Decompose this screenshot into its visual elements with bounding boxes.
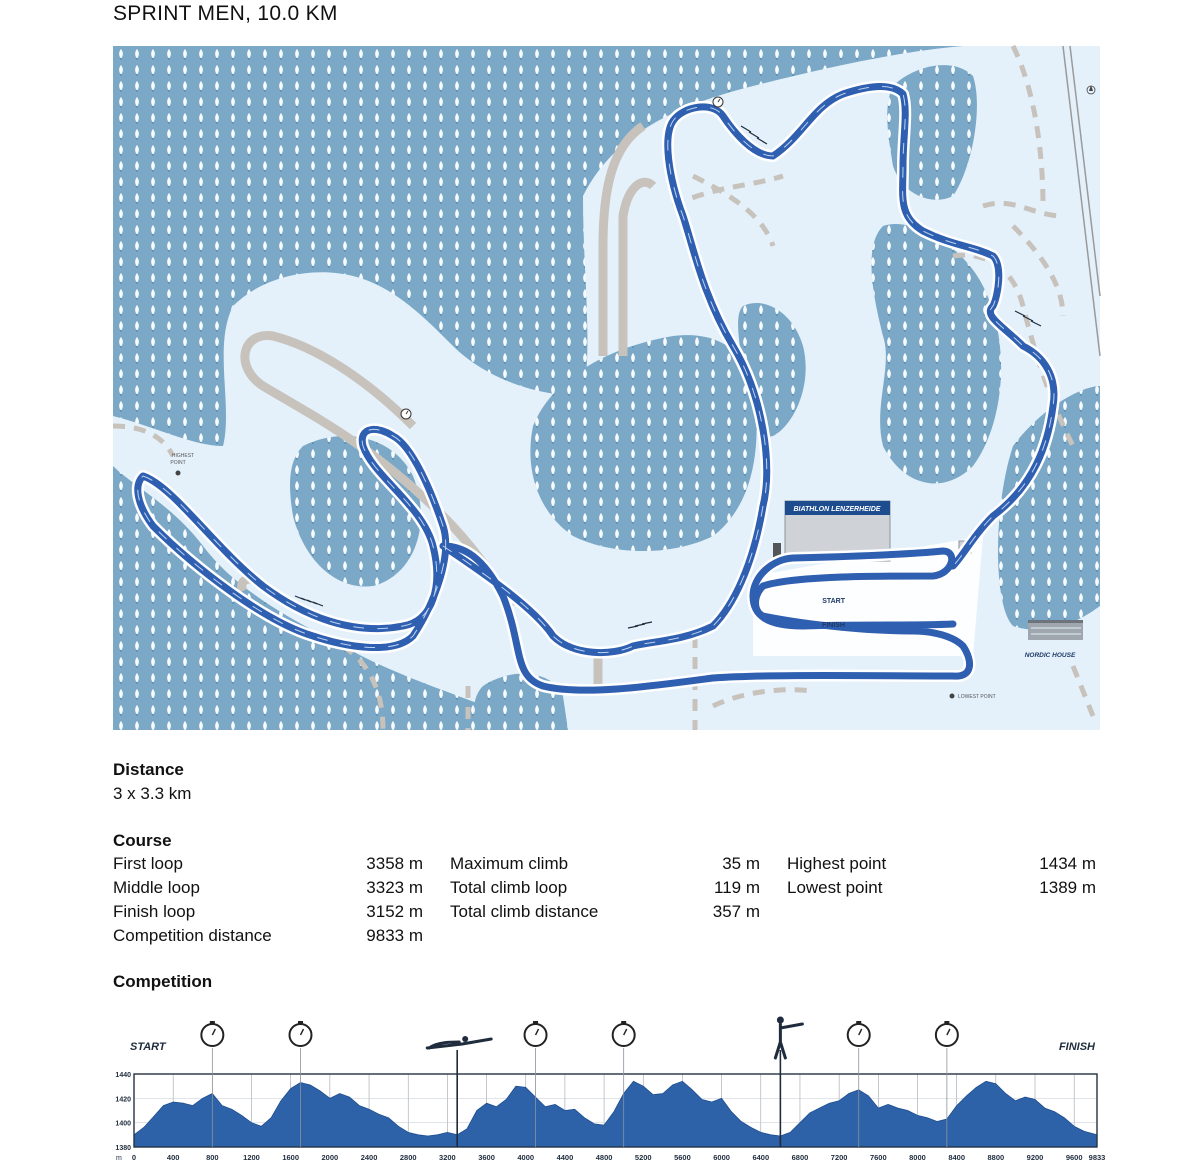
stat-label: Total climb loop bbox=[450, 878, 568, 897]
x-tick-label: 4400 bbox=[556, 1153, 574, 1162]
stat-value: 1434 m bbox=[1039, 854, 1096, 873]
stat-value: 119 m bbox=[714, 878, 760, 897]
x-tick-label: 1200 bbox=[243, 1153, 260, 1162]
stat-value: 9833 m bbox=[366, 926, 423, 945]
stat-value: 35 m bbox=[722, 854, 760, 873]
course-heading: Course bbox=[113, 831, 172, 850]
prone-shooter-head bbox=[462, 1036, 468, 1042]
x-tick-label: 4000 bbox=[517, 1153, 535, 1162]
distance-heading: Distance bbox=[113, 760, 184, 779]
y-tick-label: 1440 bbox=[115, 1072, 131, 1079]
stat-row bbox=[113, 924, 423, 948]
stadium-name: BIATHLON LENZERHEIDE bbox=[793, 506, 881, 513]
x-tick-label: 7200 bbox=[830, 1153, 848, 1162]
course-stats-column-3 bbox=[787, 852, 1096, 900]
nordic-house-icon bbox=[1025, 620, 1083, 659]
stat-label: Competition distance bbox=[113, 926, 272, 945]
stopwatch-icon-crown bbox=[533, 1021, 538, 1025]
stat-value: 3323 m bbox=[366, 878, 423, 897]
stat-value: 357 m bbox=[712, 902, 760, 921]
profile-finish-label: FINISH bbox=[1058, 1041, 1095, 1053]
stat-label: Middle loop bbox=[113, 878, 200, 897]
map-start-label: START bbox=[822, 598, 845, 605]
stat-row bbox=[787, 852, 1096, 876]
x-tick-label: 9600 bbox=[1065, 1153, 1083, 1162]
stopwatch-icon-crown bbox=[944, 1021, 949, 1025]
x-tick-label: 8800 bbox=[987, 1153, 1005, 1162]
stat-row bbox=[113, 852, 423, 876]
prone-shooter-icon bbox=[427, 1039, 491, 1048]
course-stats-column-1 bbox=[113, 852, 423, 948]
x-tick-label: 6800 bbox=[791, 1153, 809, 1162]
course-map bbox=[113, 46, 1100, 730]
map-finish-label: FINISH bbox=[822, 622, 845, 629]
x-tick-label: 6000 bbox=[713, 1153, 730, 1162]
competition-heading: Competition bbox=[113, 972, 213, 991]
stopwatch-icon-crown bbox=[210, 1021, 215, 1025]
x-tick-label: 9833 bbox=[1088, 1153, 1106, 1162]
stat-value: 3358 m bbox=[366, 854, 423, 873]
stat-row bbox=[450, 900, 760, 924]
x-tick-label: 8000 bbox=[909, 1153, 926, 1162]
x-tick-label: 3600 bbox=[478, 1153, 495, 1162]
x-tick-label: 8400 bbox=[948, 1153, 966, 1162]
x-tick-label: 2400 bbox=[360, 1153, 378, 1162]
stat-label: Maximum climb bbox=[450, 854, 569, 873]
highest-point-label-2: POINT bbox=[170, 460, 186, 466]
stopwatch-icon-crown bbox=[621, 1021, 626, 1025]
stat-value: 1389 m bbox=[1039, 878, 1096, 897]
x-tick-label: 0 bbox=[131, 1153, 137, 1162]
lowest-point-label: LOWEST POINT bbox=[958, 694, 996, 700]
stopwatch-icon-crown bbox=[856, 1021, 861, 1025]
stat-label: First loop bbox=[113, 854, 183, 873]
stat-row bbox=[450, 852, 760, 876]
x-tick-label: 2000 bbox=[321, 1153, 339, 1162]
x-tick-label: 1600 bbox=[282, 1153, 300, 1162]
elevation-profile-chart bbox=[110, 1012, 1106, 1162]
profile-unit-label: m bbox=[116, 1155, 122, 1162]
y-tick-label: 1400 bbox=[115, 1120, 131, 1128]
stat-label: Total climb distance bbox=[450, 902, 599, 921]
stat-value: 3152 m bbox=[366, 902, 423, 921]
x-tick-label: 4800 bbox=[595, 1153, 613, 1162]
x-tick-label: 5200 bbox=[634, 1153, 652, 1162]
stopwatch-icon-crown bbox=[298, 1021, 303, 1025]
stat-label: Highest point bbox=[787, 854, 887, 873]
elevation-profile bbox=[110, 1012, 1106, 1162]
course-stats-column-2 bbox=[450, 852, 760, 924]
x-tick-label: 800 bbox=[206, 1153, 219, 1162]
course-map-svg bbox=[113, 46, 1100, 730]
stat-row bbox=[787, 876, 1096, 900]
nordic-house-label: NORDIC HOUSE bbox=[1024, 652, 1076, 659]
stat-row bbox=[113, 900, 423, 924]
stat-row bbox=[113, 876, 423, 900]
x-tick-label: 5600 bbox=[674, 1153, 691, 1162]
distance-value: 3 x 3.3 km bbox=[113, 784, 192, 803]
stat-row bbox=[450, 876, 760, 900]
stat-label: Lowest point bbox=[787, 878, 883, 897]
y-tick-label: 1420 bbox=[115, 1096, 131, 1104]
page-title: SPRINT MEN, 10.0 KM bbox=[113, 2, 338, 25]
x-tick-label: 400 bbox=[166, 1153, 180, 1162]
highest-point-label: HIGHEST bbox=[171, 453, 195, 459]
x-tick-label: 3200 bbox=[439, 1153, 456, 1162]
x-tick-label: 2800 bbox=[399, 1153, 417, 1162]
profile-start-label: START bbox=[130, 1041, 166, 1053]
stat-label: Finish loop bbox=[113, 902, 196, 921]
standing-shooter-icon bbox=[775, 1024, 802, 1058]
x-tick-label: 7600 bbox=[869, 1153, 887, 1162]
x-tick-label: 6400 bbox=[752, 1153, 770, 1162]
x-tick-label: 9200 bbox=[1026, 1153, 1044, 1162]
standing-shooter-head bbox=[777, 1017, 784, 1024]
profile-marks bbox=[115, 1017, 1105, 1163]
y-tick-label: 1380 bbox=[115, 1145, 131, 1152]
